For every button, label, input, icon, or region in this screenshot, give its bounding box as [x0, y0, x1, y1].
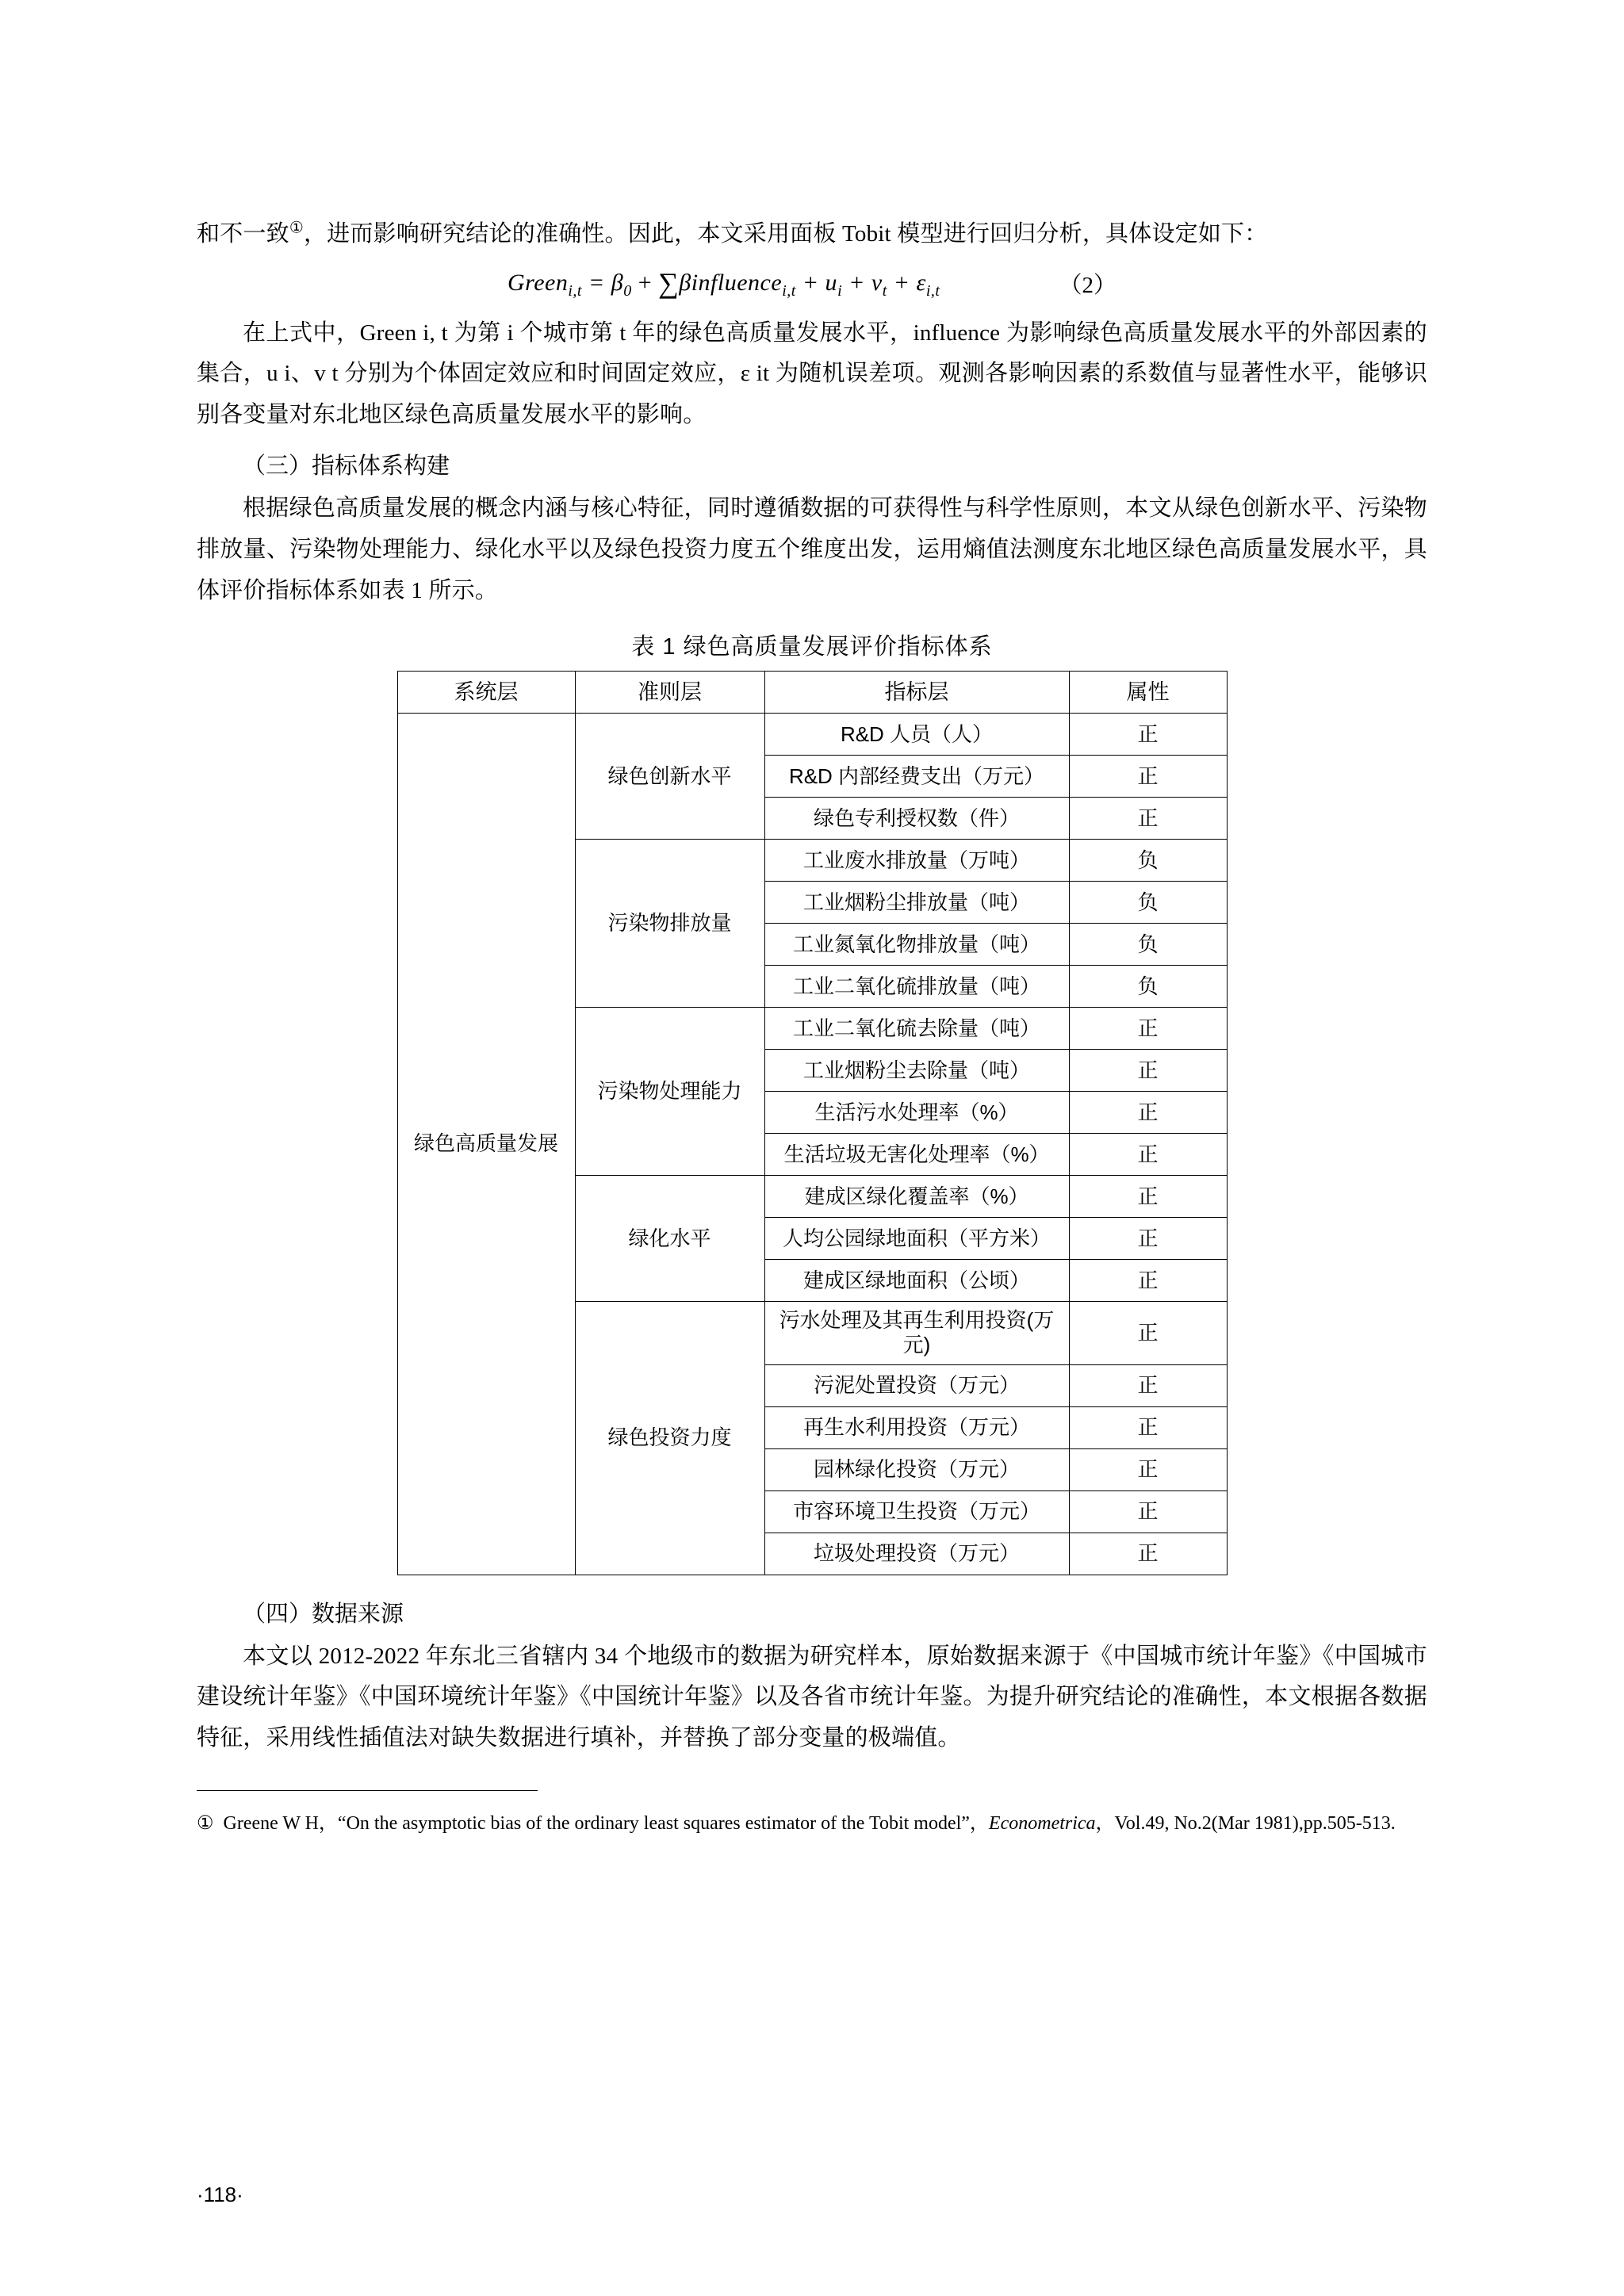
footnote-text — [197, 1810, 1427, 1838]
equation-2-expression: Green$_{i,t}$ = $\beta_0$ + ∑βinfluence$_{i,t}$ + $u_i + v_t + \varepsilon_{i,t}$ — [508, 266, 940, 300]
table-cell-indicator: 工业烟粉尘去除量（吨） — [764, 1050, 1069, 1092]
table-header-criterion: 准则层 — [575, 672, 764, 714]
table-cell-indicator: 生活污水处理率（%） — [764, 1092, 1069, 1134]
section-heading-4: （四）数据来源 — [243, 1601, 404, 1627]
table-cell-indicator: R&D 内部经费支出（万元） — [764, 756, 1069, 798]
table-cell-attribute: 正 — [1069, 1092, 1227, 1134]
footnote-mark: ① — [197, 1813, 214, 1835]
footnote-journal-name: Econometrica — [988, 1813, 1096, 1835]
table-cell-indicator: 工业氮氧化物排放量（吨） — [764, 924, 1069, 966]
footnote-divider — [197, 1790, 538, 1791]
equation-beta0-sub: 0 — [623, 281, 632, 300]
table-cell-indicator: 园林绿化投资（万元） — [764, 1448, 1069, 1490]
table-row — [397, 714, 1227, 756]
table-cell-indicator: 工业废水排放量（万吨） — [764, 840, 1069, 882]
table-header-indicator: 指标层 — [764, 672, 1069, 714]
paragraph-2: 在上式中，Green i, t 为第 i 个城市第 t 年的绿色高质量发展水平，influence 为影响绿色高质量发展水平的外部因素的集合，u i、v t 分别为个体固定效应和时间固定效应，ε it 为随机误差项。观测各影响因素的系数值与显著性水平，能够识别各变量对东北地区绿色高质量发展水平的影响。 — [197, 320, 1427, 427]
table-cell-criterion: 污染物排放量 — [575, 840, 764, 1008]
equation-eq: = β — [582, 269, 624, 296]
table-cell-criterion: 绿色投资力度 — [575, 1302, 764, 1575]
table-cell-indicator: 生活垃圾无害化处理率（%） — [764, 1134, 1069, 1176]
equation-plus-e: + ε — [887, 269, 926, 296]
equation-lhs: Green — [508, 269, 569, 296]
table-cell-attribute: 正 — [1069, 1050, 1227, 1092]
table-cell-indicator: 人均公园绿地面积（平方米） — [764, 1218, 1069, 1260]
table-cell-attribute: 正 — [1069, 1490, 1227, 1533]
footnote-marker: ① — [289, 219, 304, 237]
table-cell-attribute: 正 — [1069, 1302, 1227, 1364]
indicator-table — [397, 671, 1228, 1575]
footnote-citation-part1: Greene W H，“On the asymptotic bias of the ordinary least squares estimator of the Tobit model”， — [223, 1813, 989, 1835]
table-cell-attribute: 正 — [1069, 1533, 1227, 1575]
table-cell-attribute: 正 — [1069, 1260, 1227, 1302]
table-cell-criterion: 绿化水平 — [575, 1176, 764, 1302]
table-cell-attribute: 正 — [1069, 1008, 1227, 1050]
table-cell-indicator: 建成区绿地面积（公顷） — [764, 1260, 1069, 1302]
table-header-attribute: 属性 — [1069, 672, 1227, 714]
table-cell-system-layer: 绿色高质量发展 — [397, 714, 575, 1575]
table-cell-indicator: R&D 人员（人） — [764, 714, 1069, 756]
table-cell-indicator: 垃圾处理投资（万元） — [764, 1533, 1069, 1575]
table-cell-criterion: 污染物处理能力 — [575, 1008, 764, 1176]
table-cell-attribute: 正 — [1069, 1448, 1227, 1490]
table-cell-indicator: 污水处理及其再生利用投资(万元) — [764, 1302, 1069, 1364]
paragraph-4: 本文以 2012-2022 年东北三省辖内 34 个地级市的数据为研究样本，原始数据来源于《中国城市统计年鉴》《中国城市建设统计年鉴》《中国环境统计年鉴》《中国统计年鉴》以及各省市统计年鉴。为提升研究结论的准确性，本文根据各数据特征，采用线性插值法对缺失数据进行填补，并替换了部分变量的极端值。 — [197, 1643, 1427, 1751]
equation-sum: ∑ — [658, 266, 680, 299]
table-cell-attribute: 正 — [1069, 714, 1227, 756]
section-heading-3: （三）指标体系构建 — [243, 453, 450, 480]
equation-u-sub: i — [837, 281, 843, 300]
table-cell-attribute: 正 — [1069, 756, 1227, 798]
table-cell-indicator: 建成区绿化覆盖率（%） — [764, 1176, 1069, 1218]
table-cell-indicator: 污泥处置投资（万元） — [764, 1364, 1069, 1406]
equation-term: βinfluence — [679, 269, 783, 296]
page-number: ·118· — [197, 2183, 243, 2206]
table-cell-attribute: 正 — [1069, 798, 1227, 840]
table-cell-indicator: 市容环境卫生投资（万元） — [764, 1490, 1069, 1533]
table-cell-indicator: 工业烟粉尘排放量（吨） — [764, 882, 1069, 924]
table-cell-attribute: 负 — [1069, 924, 1227, 966]
paragraph-3: 根据绿色高质量发展的概念内涵与核心特征，同时遵循数据的可获得性与科学性原则，本文从绿色创新水平、污染物排放量、污染物处理能力、绿化水平以及绿色投资力度五个维度出发，运用熵值法测度东北地区绿色高质量发展水平，具体评价指标体系如表 1 所示。 — [197, 496, 1427, 603]
table-cell-indicator: 绿色专利授权数（件） — [764, 798, 1069, 840]
table-title: 表 1 绿色高质量发展评价指标体系 — [631, 634, 993, 660]
table-header-row — [397, 672, 1227, 714]
table-cell-attribute: 正 — [1069, 1134, 1227, 1176]
table-cell-attribute: 正 — [1069, 1364, 1227, 1406]
equation-number: （2） — [1059, 272, 1116, 298]
table-cell-indicator: 再生水利用投资（万元） — [764, 1406, 1069, 1448]
equation-lhs-sub: i,t — [568, 281, 582, 300]
equation-tail: + u — [795, 269, 838, 296]
table-cell-indicator: 工业二氧化硫排放量（吨） — [764, 966, 1069, 1008]
table-cell-attribute: 负 — [1069, 840, 1227, 882]
paragraph-1-lead: 和不一致 — [197, 221, 289, 247]
equation-plus-v: + v — [842, 269, 883, 296]
table-cell-indicator: 工业二氧化硫去除量（吨） — [764, 1008, 1069, 1050]
table-cell-attribute: 正 — [1069, 1406, 1227, 1448]
table-cell-attribute: 负 — [1069, 882, 1227, 924]
equation-2 — [197, 266, 1427, 300]
table-cell-attribute: 负 — [1069, 966, 1227, 1008]
table-cell-criterion: 绿色创新水平 — [575, 714, 764, 840]
table-cell-attribute: 正 — [1069, 1218, 1227, 1260]
paragraph-1-rest: ，进而影响研究结论的准确性。因此，本文采用面板 Tobit 模型进行回归分析，具体设定如下： — [303, 221, 1268, 247]
equation-term-sub: i,t — [782, 281, 796, 300]
equation-e-sub: i,t — [925, 281, 940, 300]
equation-v-sub: t — [882, 281, 887, 300]
paragraph-1 — [197, 214, 1427, 255]
table-cell-attribute: 正 — [1069, 1176, 1227, 1218]
footnote-citation-part2: ，Vol.49, No.2(Mar 1981),pp.505-513. — [1095, 1813, 1396, 1835]
table-header-system: 系统层 — [397, 672, 575, 714]
